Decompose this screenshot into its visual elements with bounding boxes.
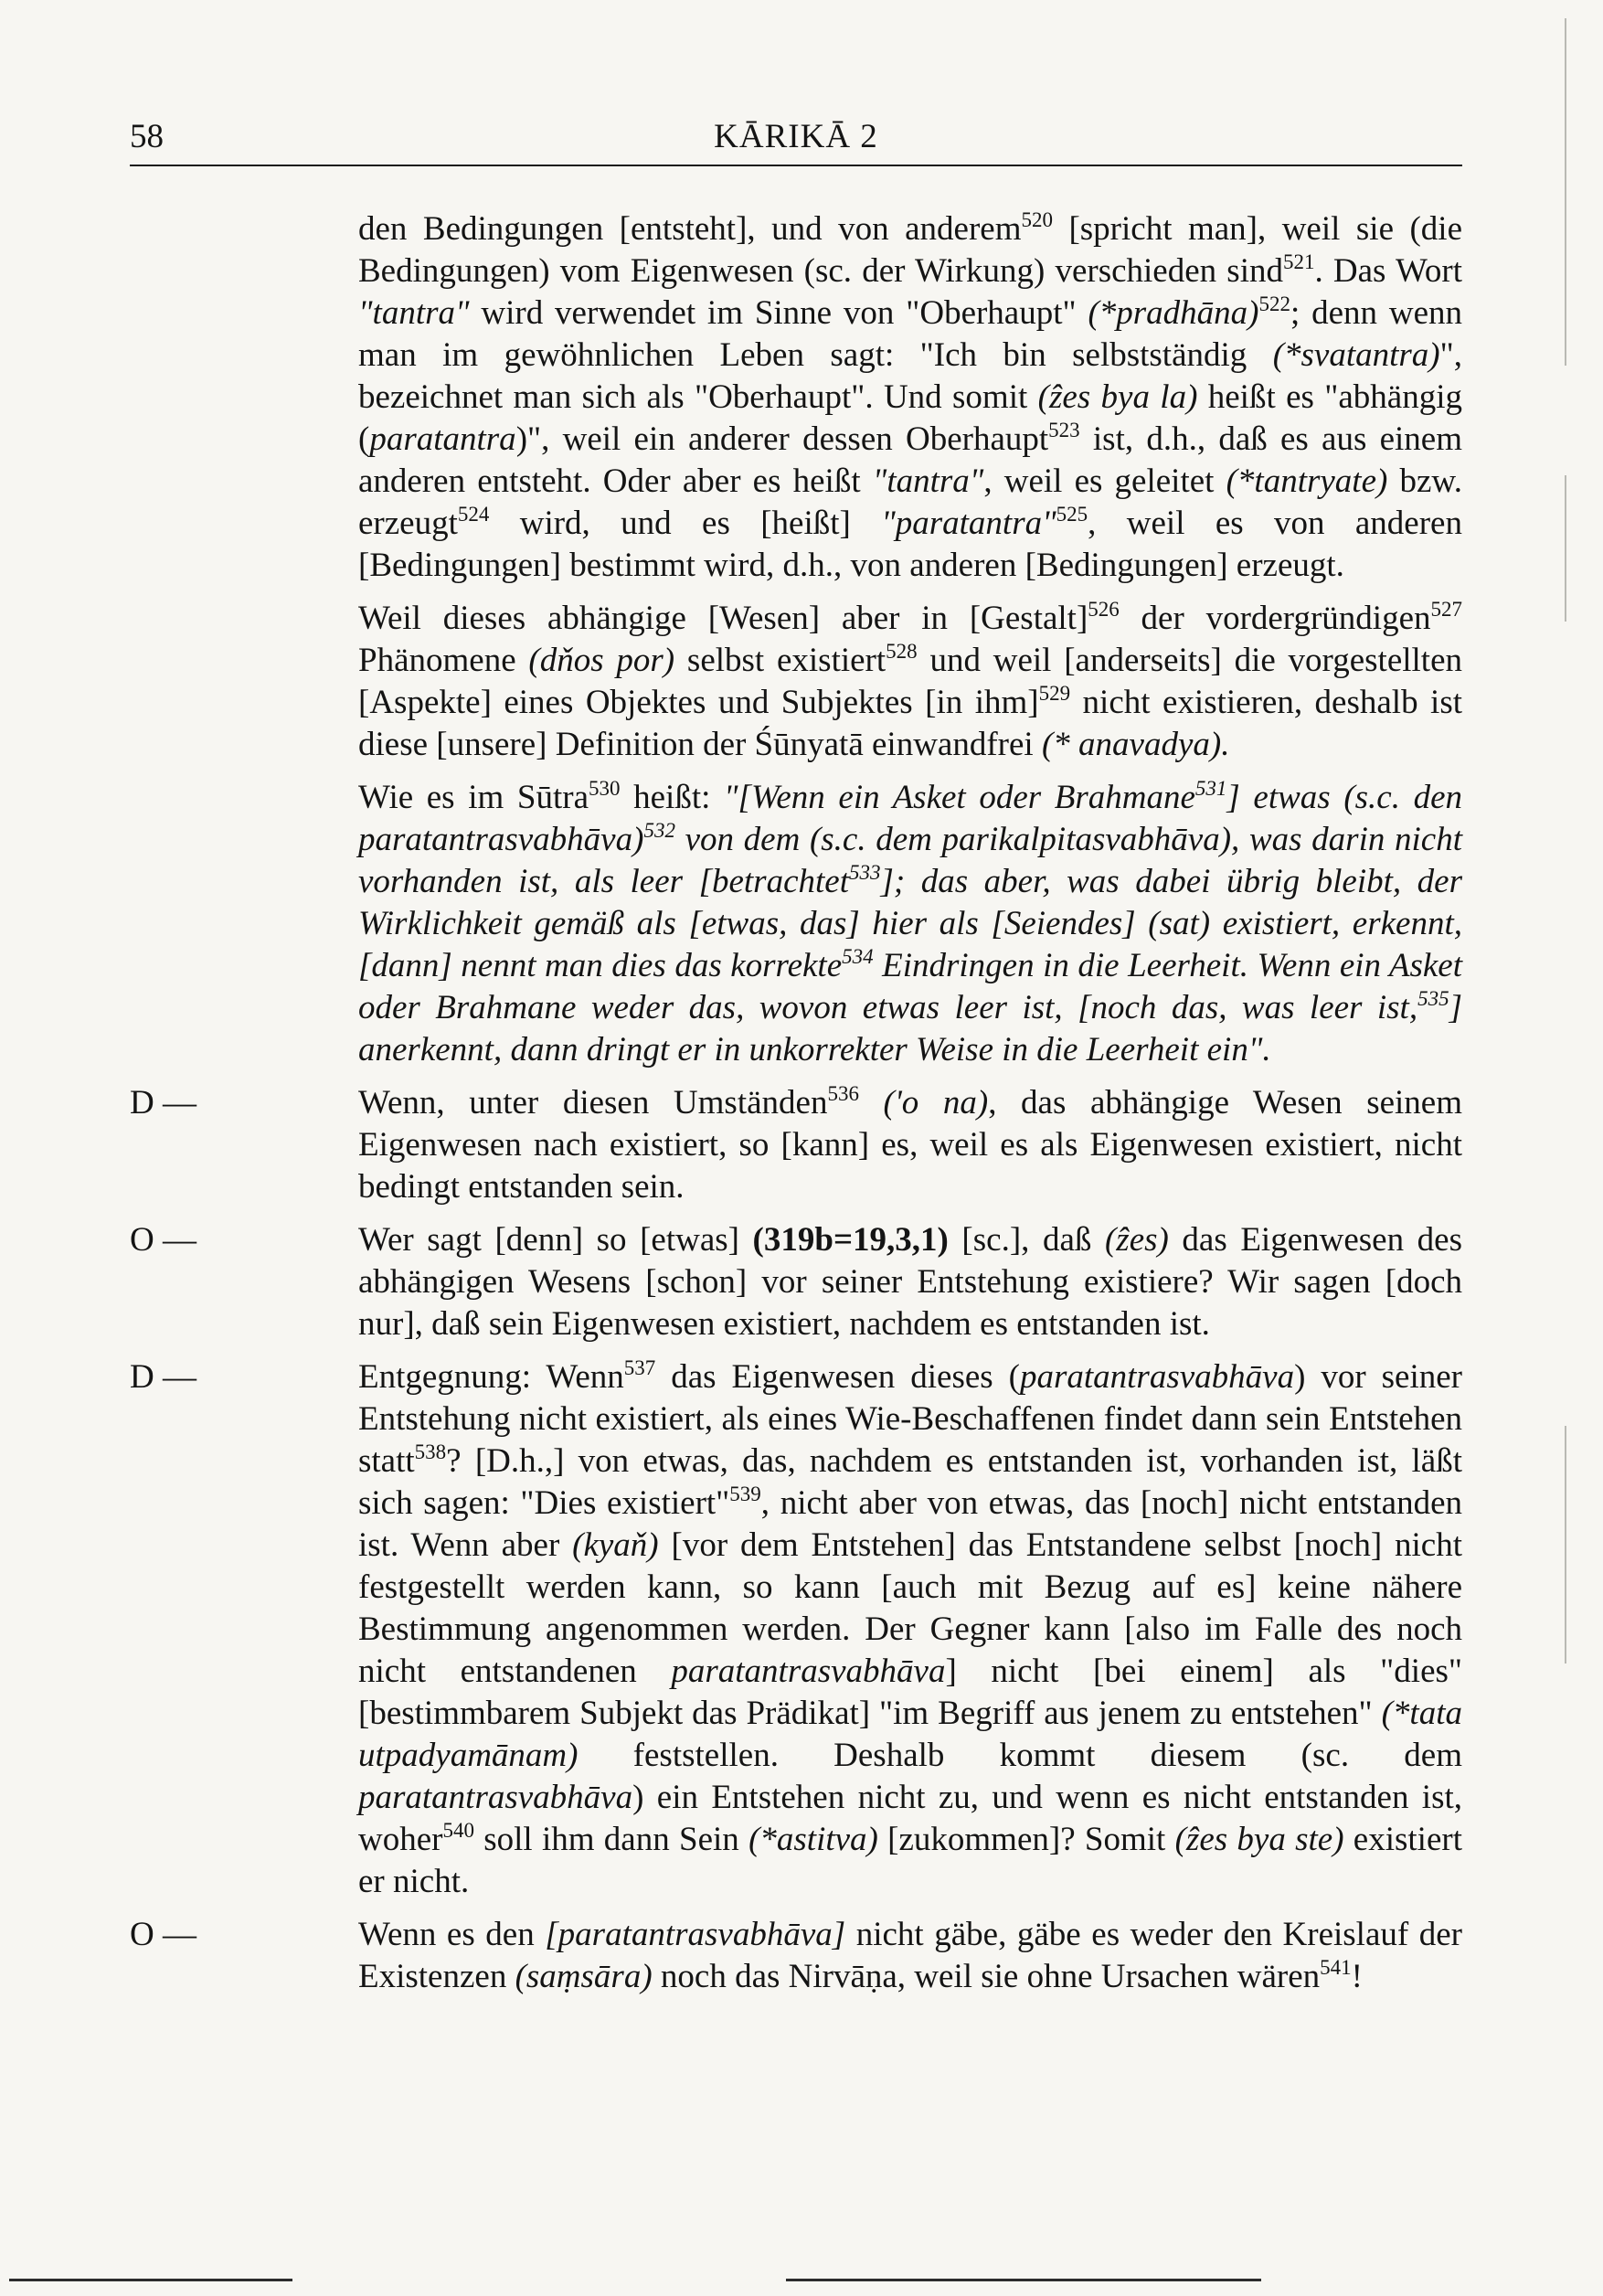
footnote-ref: 523 — [1048, 419, 1080, 441]
footnote-ref: 538 — [414, 1440, 447, 1463]
term: "tantra" — [358, 294, 470, 332]
term: (ẑes bya ste) — [1174, 1821, 1344, 1858]
dialogue-item-2: O — Wer sagt [denn] so [etwas] (319b=19,3,1) [sc.], daß (ẑes) das Eigenwesen des abhängigen Wesens [schon] vor seiner Entstehung existiere? Wir sagen [doch nur], daß sein Eigenwesen existiert, nachdem es entstanden ist. — [130, 1221, 1462, 1343]
footnote-ref: 525 — [1056, 503, 1088, 526]
quote: ] etwas (s.c. den paratantrasvabhāva) — [358, 779, 1463, 858]
scan-bottom-strip — [786, 2279, 1261, 2281]
footnote-ref: 541 — [1320, 1956, 1352, 1979]
term: paratantrasvabhāva — [1019, 1358, 1295, 1396]
footnote-ref: 536 — [827, 1082, 859, 1105]
term: (saṃsāra) — [515, 1958, 653, 1995]
running-head: KĀRIKĀ 2 — [714, 118, 878, 155]
footnote-ref: 540 — [442, 1819, 474, 1842]
dialogue-item-4: O — Wenn es den [paratantrasvabhāva] nicht gäbe, gäbe es weder den Kreislauf der Existenzen (saṃsāra) noch das Nirvāṇa, weil sie ohne Ursachen wären$^{541}$! — [130, 1916, 1462, 1995]
footnote-ref: 526 — [1088, 598, 1120, 621]
footnote-ref: 533 — [848, 861, 881, 884]
term: (*tata utpadyamānam) — [358, 1695, 1462, 1774]
quote: ]; das aber, was dabei übrig bleibt, der Wirklichkeit gemäß als [etwas, das] hier als [Seiendes] (sat) existiert, erkennt, [dann] nennt man dies das korrekte — [358, 863, 1463, 984]
term: "tantra" — [872, 462, 984, 500]
paragraph-1: den Bedingungen [entsteht], und von anderem$^{520}$ [spricht man], weil sie (die Bedingungen) vom Eigenwesen (sc. der Wirkung) verschieden sind$^{521}$. Das Wort "tantra" wird verwendet im Sinne von "Oberhaupt" (*pradhāna)$^{522}$; denn wenn man im gewöhnlichen Leben sagt: "Ich bin selbstständig (*svatantra)", bezeichnet man sich als "Oberhaupt". Und somit (ẑes bya la) heißt es "abhängig (paratantra)", weil ein anderer dessen Oberhaupt$^{523}$ ist, d.h., daß es aus einem anderen entsteht. Oder aber es heißt "tantra", weil es geleitet (*tantryate) bzw. erzeugt$^{524}$ wird, und es [heißt] "paratantra"$^{525}$, weil es von anderen [Bedingungen] bestimmt wird, d.h., von anderen [Bedingungen] erzeugt. — [358, 208, 1463, 584]
term: paratantrasvabhāva — [358, 1779, 633, 1816]
speaker-label: D — — [130, 1358, 196, 1396]
folio-reference: (319b=19,3,1) — [752, 1221, 949, 1259]
speaker-label: D — — [130, 1084, 196, 1121]
term: (ẑes) — [1104, 1221, 1169, 1259]
term: [paratantrasvabhāva] — [545, 1916, 846, 1953]
footnote-ref: 520 — [1021, 208, 1053, 231]
footnote-ref: 527 — [1430, 598, 1462, 621]
scan-edge-line — [1565, 475, 1566, 622]
paragraph-3-sutra-quote: Wie es im Sūtra$^{530}$ heißt: "[Wenn ein Asket oder Brahmane$^{531}$] etwas (s.c. den paratantrasvabhāva)$^{532}$ von dem (s.c. dem parikalpitasvabhāva), was darin nicht vorhanden ist, als leer [betrachtet$^{533}$]; das aber, was dabei übrig bleibt, der Wirklichkeit gemäß als [etwas, das] hier als [Seiendes] (sat) existiert, erkennt, [dann] nennt man dies das korrekte$^{534}$ Eindringen in die Leerheit. Wenn ein Asket oder Brahmane weder das, wovon etwas leer ist, [noch das, was leer ist,$^{535}$] anerkennt, dann dringt er in unkorrekter Weise in die Leerheit ein". — [358, 777, 1463, 1068]
footnote-ref: 531 — [1194, 777, 1227, 800]
quote: von dem (s.c. dem parikalpitasvabhāva), was darin nicht vorhanden ist, als leer [betrachtet — [358, 821, 1462, 900]
footnote-ref: 530 — [589, 777, 621, 800]
term: (*pradhāna) — [1088, 294, 1259, 332]
speaker-label: O — — [130, 1221, 196, 1259]
page-number: 58 — [130, 118, 164, 155]
page-header — [130, 117, 1462, 163]
footnote-ref: 524 — [457, 503, 490, 526]
term: (*tantryate) — [1226, 462, 1388, 500]
footnote-ref: 528 — [886, 640, 918, 663]
scan-edge-line — [1565, 18, 1566, 366]
footnote-ref: 529 — [1038, 682, 1071, 705]
term: (dňos por) — [528, 642, 675, 679]
scan-bottom-strip — [9, 2279, 292, 2281]
term: (ẑes bya la) — [1037, 378, 1198, 416]
footnote-ref: 537 — [623, 1356, 656, 1379]
dialogue-item-3: D — Entgegnung: Wenn$^{537}$ das Eigenwesen dieses (paratantrasvabhāva) vor seiner Entstehung nicht existiert, als eines Wie-Beschaffenen findet dann sein Entstehen statt$^{538}$? [D.h.,] von etwas, das, nachdem es entstanden ist, vorhanden ist, läßt sich sagen: "Dies existiert"$^{539}$, nicht aber von etwas, das [noch] nicht entstanden ist. Wenn aber (kyaň) [vor dem Entstehen] das Entstandene selbst [noch] nicht festgestellt werden kann, so kann [auch mit Bezug auf es] keine nähere Bestimmung angenommen werden. Der Gegner kann [also im Falle des noch nicht entstandenen paratantrasvabhāva] nicht [bei einem] als "dies" [bestimmbarem Subjekt das Prädikat] "im Begriff aus jenem zu entstehen" (*tata utpadyamānam) feststellen. Deshalb kommt diesem (sc. dem paratantrasvabhāva) ein Entstehen nicht zu, und wenn es nicht entstanden ist, woher$^{540}$ soll ihm dann Sein (*astitva) [zukommen]? Somit (ẑes bya ste) existiert er nicht. — [130, 1356, 1462, 1900]
term: (*astitva) — [748, 1821, 878, 1858]
term: ('o na) — [858, 1084, 989, 1121]
header-rule — [130, 165, 1462, 166]
term: paratantra — [369, 420, 516, 458]
speaker-label: O — — [130, 1916, 196, 1953]
term: (*svatantra) — [1272, 336, 1440, 374]
term: (* anavadya). — [1041, 726, 1230, 763]
footnote-ref: 522 — [1258, 292, 1290, 315]
paragraph-2: Weil dieses abhängige [Wesen] aber in [Gestalt]$^{526}$ der vordergründigen$^{527}$ Phänomene (dňos por) selbst existiert$^{528}$ und weil [anderseits] die vorgestellten [Aspekte] eines Objektes und Subjektes [in ihm]$^{529}$ nicht existieren, deshalb ist diese [unsere] Definition der Śūnyatā einwandfrei (* anavadya). — [358, 598, 1463, 763]
scan-edge-line — [1565, 1426, 1566, 1664]
term: (kyaň) — [572, 1526, 659, 1564]
term: paratantrasvabhāva — [671, 1653, 946, 1690]
body-text — [130, 208, 1463, 2009]
dialogue-item-1: D — Wenn, unter diesen Umständen$^{536}$ ('o na), das abhängige Wesen seinem Eigenwesen nach existiert, so [kann] es, weil es als Eigenwesen existiert, nicht bedingt entstanden sein. — [130, 1082, 1462, 1206]
footnote-ref: 535 — [1417, 987, 1449, 1010]
footnote-ref: 521 — [1283, 250, 1315, 273]
footnote-ref: 539 — [729, 1483, 761, 1505]
quote: "[Wenn ein Asket oder Brahmane — [724, 779, 1195, 816]
quote: ] anerkennt, dann dringt er in unkorrekter Weise in die Leerheit ein". — [358, 989, 1462, 1068]
quote: Eindringen in die Leerheit. Wenn ein Asket oder Brahmane weder das, wovon etwas leer ist, [noch das, was leer ist, — [358, 947, 1462, 1026]
footnote-ref: 534 — [842, 945, 874, 968]
term: "paratantra" — [881, 505, 1056, 542]
footnote-ref: 532 — [643, 819, 675, 842]
